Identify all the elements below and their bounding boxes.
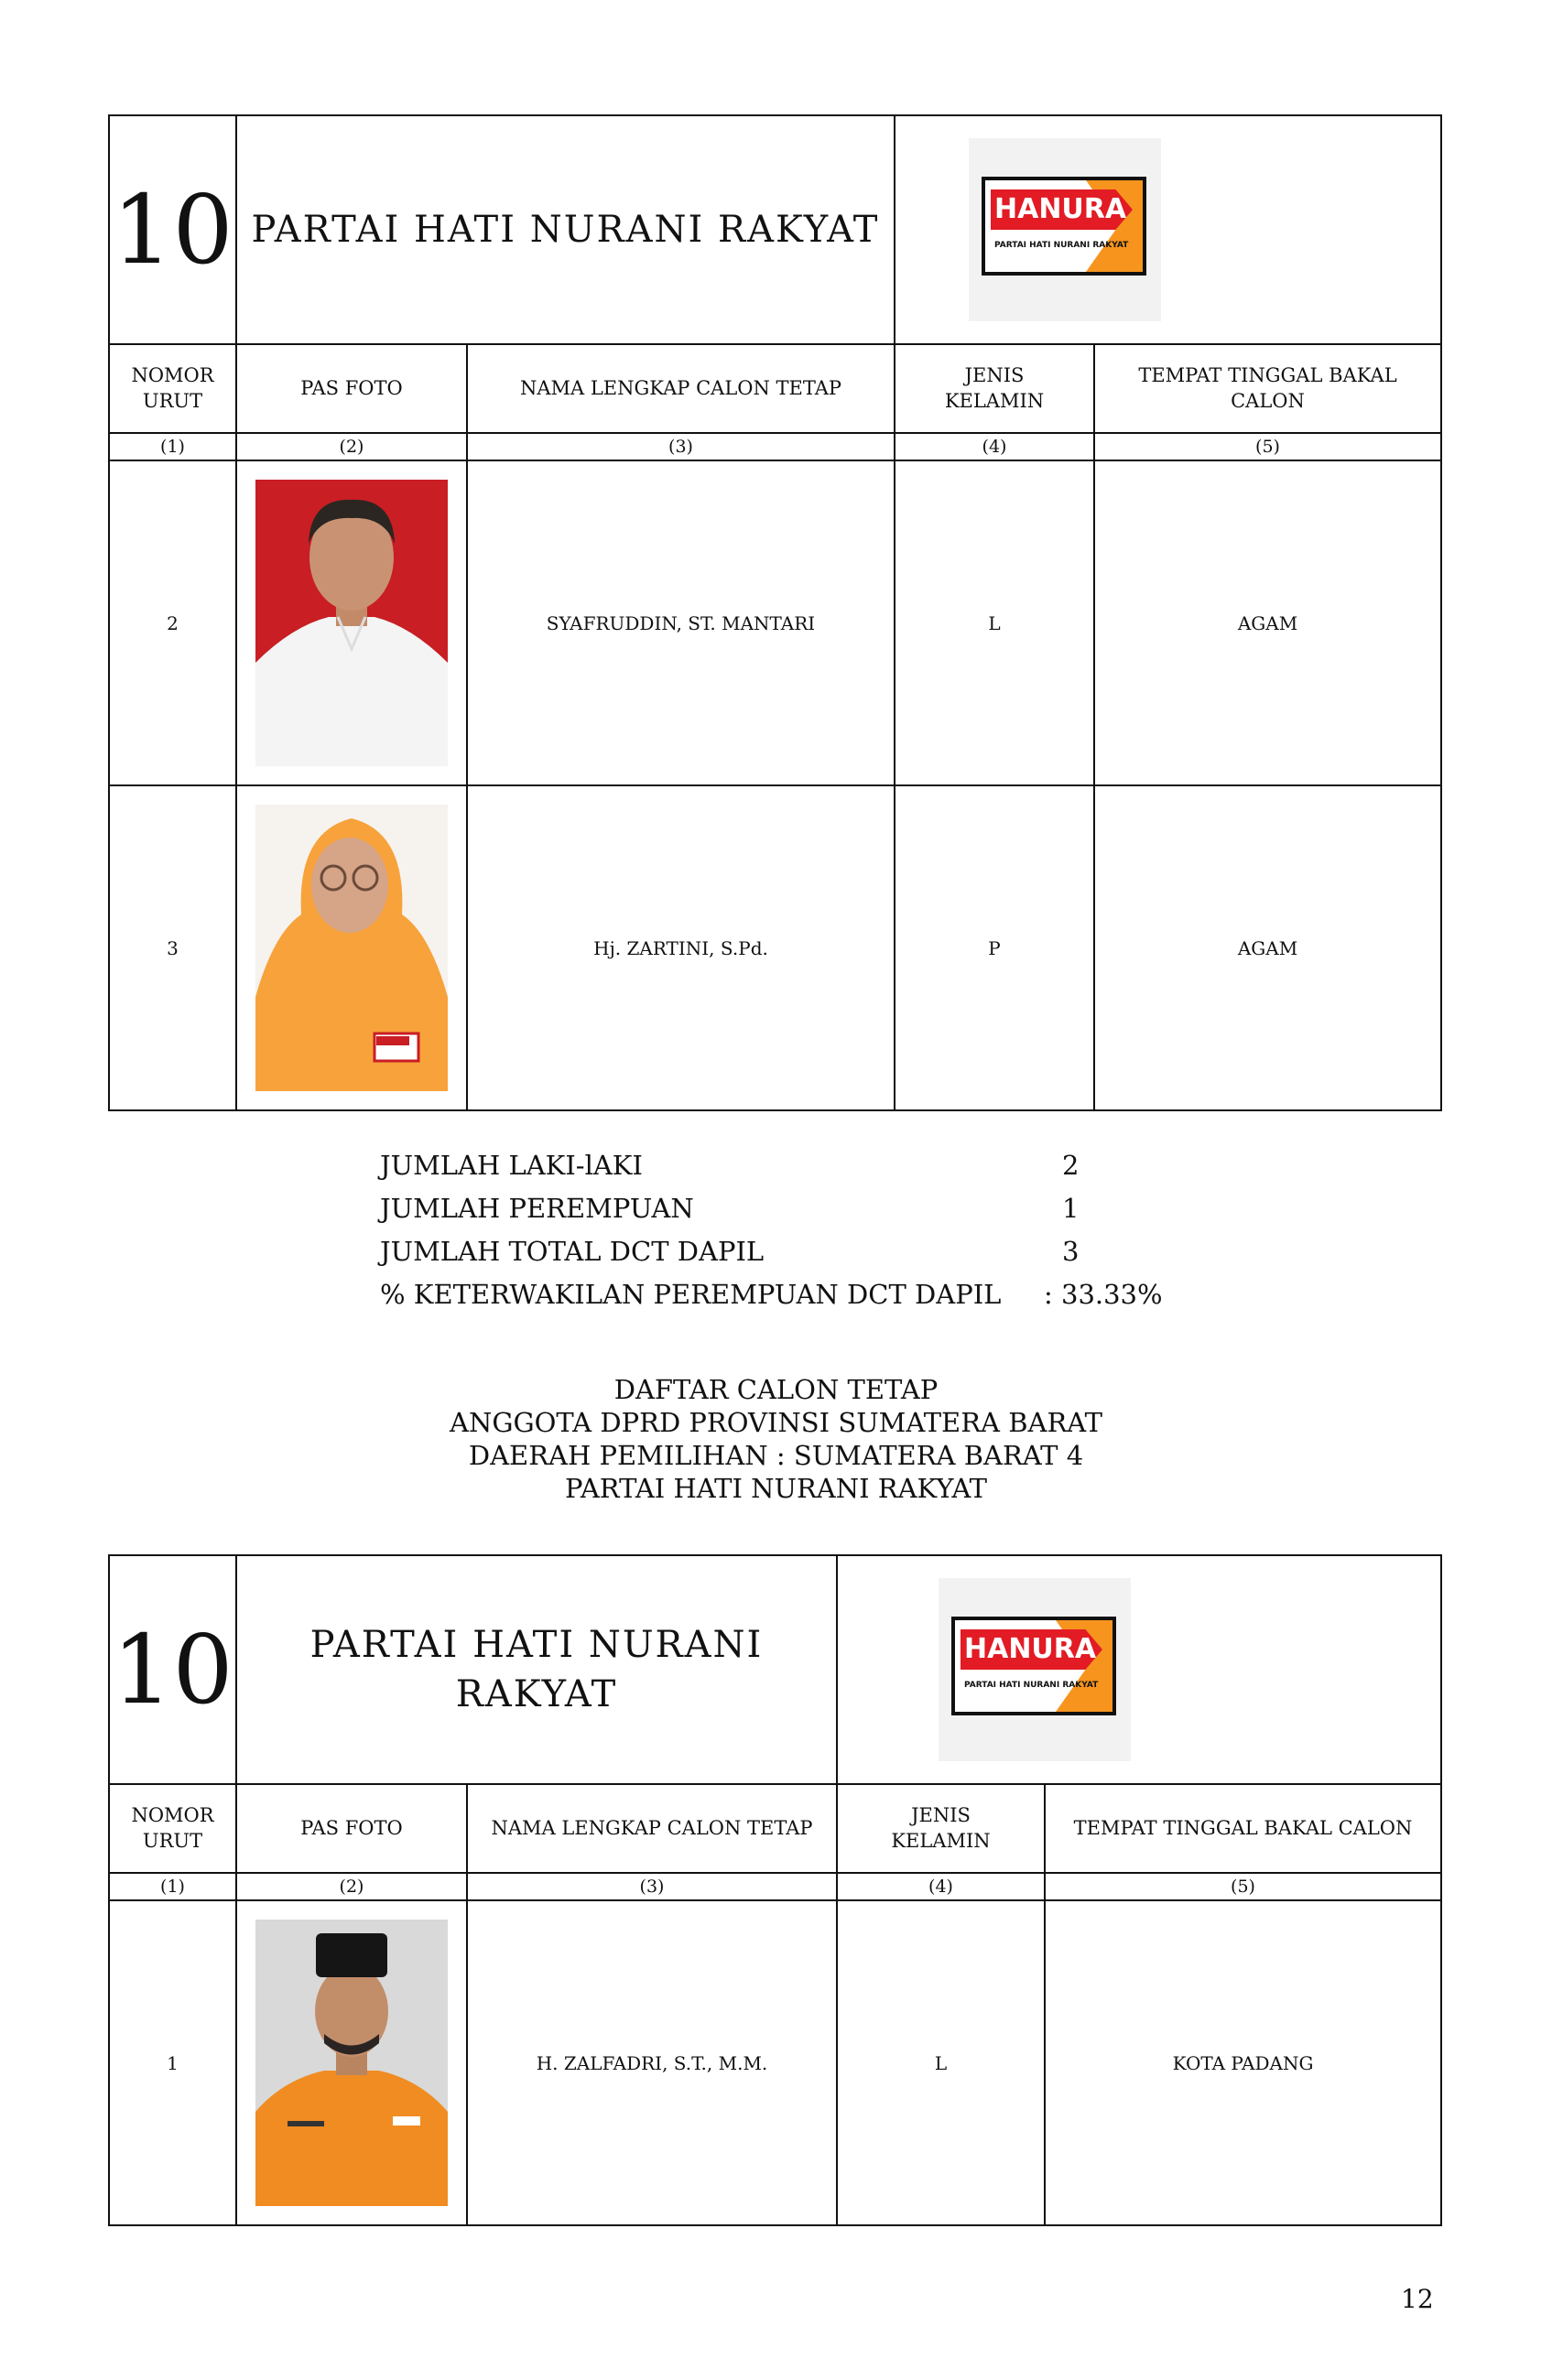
index-4: (4)	[837, 1873, 1045, 1900]
candidate-photo	[255, 480, 448, 766]
summary-total-label: JUMLAH TOTAL DCT DAPIL	[380, 1236, 765, 1267]
candidate-gender: L	[837, 1900, 1045, 2225]
index-3: (3)	[467, 433, 895, 460]
candidate-number: 2	[109, 460, 236, 785]
candidate-photo	[255, 1920, 448, 2206]
candidate-number: 3	[109, 785, 236, 1110]
summary-male-label: JUMLAH LAKI-lAKI	[380, 1150, 643, 1181]
logo-brand-text: HANURA	[994, 193, 1127, 225]
index-5: (5)	[1094, 433, 1441, 460]
header-tempat-tinggal: TEMPAT TINGGAL BAKAL CALON	[1045, 1784, 1441, 1873]
table-row	[109, 785, 1441, 1110]
summary-male	[380, 1144, 1204, 1187]
caption-line-3: DAERAH PEMILIHAN : SUMATERA BARAT 4	[468, 1440, 1084, 1471]
party-number: 10	[109, 1555, 236, 1784]
party-header-row	[109, 1555, 1441, 1784]
candidate-name: H. ZALFADRI, S.T., M.M.	[467, 1900, 837, 2225]
candidate-table-2	[108, 1554, 1442, 2226]
candidate-gender: L	[895, 460, 1094, 785]
header-pas-foto: PAS FOTO	[236, 1784, 467, 1873]
section-caption	[0, 1373, 1552, 1505]
index-1: (1)	[109, 1873, 236, 1900]
table-row	[109, 1900, 1441, 2225]
column-header-row	[109, 1784, 1441, 1873]
summary-female	[380, 1187, 1204, 1230]
header-pas-foto: PAS FOTO	[236, 344, 467, 433]
candidate-number: 1	[109, 1900, 236, 2225]
header-nomor-urut: NOMOR URUT	[109, 1784, 236, 1873]
party-header-row	[109, 115, 1441, 344]
caption-line-4: PARTAI HATI NURANI RAKYAT	[564, 1473, 988, 1504]
index-2: (2)	[236, 1873, 467, 1900]
candidate-photo	[255, 805, 448, 1091]
summary-percentage-label: % KETERWAKILAN PEREMPUAN DCT DAPIL	[380, 1279, 1002, 1310]
candidate-residence: KOTA PADANG	[1045, 1900, 1441, 2225]
caption-line-2: ANGGOTA DPRD PROVINSI SUMATERA BARAT	[450, 1407, 1102, 1438]
hanura-logo	[969, 138, 1161, 321]
logo-tagline: PARTAI HATI NURANI RAKYAT	[964, 1681, 1099, 1690]
header-tempat-tinggal: TEMPAT TINGGAL BAKAL CALON	[1094, 344, 1441, 433]
summary-percentage	[380, 1273, 1204, 1316]
page-number: 12	[1401, 2284, 1434, 2314]
index-5: (5)	[1045, 1873, 1441, 1900]
summary-female-label: JUMLAH PEREMPUAN	[380, 1193, 694, 1224]
hanura-logo	[939, 1578, 1131, 1761]
header-nomor-urut: NOMOR URUT	[109, 344, 236, 433]
party-logo-cell	[895, 115, 1441, 344]
summary-male-value: 2	[1062, 1150, 1080, 1181]
column-header-row	[109, 344, 1441, 433]
candidate-residence: AGAM	[1094, 785, 1441, 1110]
summary-block	[380, 1144, 1204, 1316]
candidate-photo-cell	[236, 1900, 467, 2225]
index-3: (3)	[467, 1873, 837, 1900]
summary-female-value: 1	[1062, 1193, 1080, 1224]
index-1: (1)	[109, 433, 236, 460]
logo-brand-text: HANURA	[964, 1633, 1097, 1665]
candidate-name: Hj. ZARTINI, S.Pd.	[467, 785, 895, 1110]
header-jenis-kelamin: JENIS KELAMIN	[895, 344, 1094, 433]
column-index-row	[109, 1873, 1441, 1900]
candidate-name: SYAFRUDDIN, ST. MANTARI	[467, 460, 895, 785]
candidate-residence: AGAM	[1094, 460, 1441, 785]
party-name	[236, 1555, 837, 1784]
candidate-table-1	[108, 114, 1442, 1111]
column-index-row	[109, 433, 1441, 460]
party-number: 10	[109, 115, 236, 344]
candidate-photo-cell	[236, 785, 467, 1110]
logo-tagline: PARTAI HATI NURANI RAKYAT	[994, 241, 1129, 250]
index-2: (2)	[236, 433, 467, 460]
header-nama: NAMA LENGKAP CALON TETAP	[467, 1784, 837, 1873]
header-nama: NAMA LENGKAP CALON TETAP	[467, 344, 895, 433]
summary-percentage-value: : 33.33%	[1044, 1279, 1163, 1310]
header-jenis-kelamin: JENIS KELAMIN	[837, 1784, 1045, 1873]
party-logo-cell	[837, 1555, 1441, 1784]
summary-total-value: 3	[1062, 1236, 1080, 1267]
candidate-photo-cell	[236, 460, 467, 785]
index-4: (4)	[895, 433, 1094, 460]
candidate-gender: P	[895, 785, 1094, 1110]
table-row	[109, 460, 1441, 785]
party-name-text: PARTAI HATI NURANI RAKYAT	[309, 1624, 764, 1715]
party-name: PARTAI HATI NURANI RAKYAT	[236, 115, 895, 344]
summary-total	[380, 1230, 1204, 1273]
caption-line-1: DAFTAR CALON TETAP	[613, 1374, 939, 1405]
